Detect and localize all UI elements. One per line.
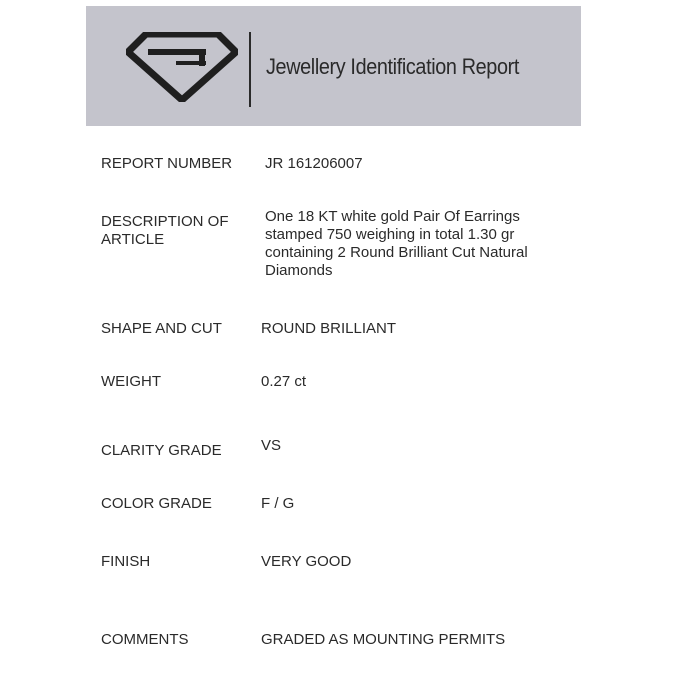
- weight-label: WEIGHT: [101, 373, 161, 390]
- description-value-line: containing 2 Round Brilliant Cut Natural: [265, 244, 528, 261]
- description-label-line2: ARTICLE: [101, 231, 165, 248]
- description-value-line: Diamonds: [265, 262, 333, 279]
- clarity-grade-label: CLARITY GRADE: [101, 442, 222, 459]
- color-grade-label: COLOR GRADE: [101, 495, 212, 512]
- comments-value: GRADED AS MOUNTING PERMITS: [261, 631, 506, 648]
- shape-and-cut-value: ROUND BRILLIANT: [261, 320, 397, 337]
- report-number-label: REPORT NUMBER: [101, 155, 233, 172]
- clarity-grade-value: VS: [261, 437, 282, 454]
- color-grade-value: F / G: [261, 495, 295, 512]
- finish-label: FINISH: [101, 553, 151, 570]
- header-divider: [249, 32, 251, 107]
- description-label-line1: DESCRIPTION OF: [101, 213, 229, 230]
- report-number-value: JR 161206007: [265, 155, 363, 172]
- description-value-line: stamped 750 weighing in total 1.30 gr: [265, 226, 515, 243]
- description-value-line: One 18 KT white gold Pair Of Earrings: [265, 208, 520, 225]
- weight-value: 0.27 ct: [261, 373, 307, 390]
- finish-value: VERY GOOD: [261, 553, 352, 570]
- report-header: [86, 6, 581, 126]
- comments-label: COMMENTS: [101, 631, 189, 648]
- shape-and-cut-label: SHAPE AND CUT: [101, 320, 222, 337]
- report-title: Jewellery Identification Report: [266, 54, 519, 79]
- gem-g-logo-icon: [126, 32, 238, 102]
